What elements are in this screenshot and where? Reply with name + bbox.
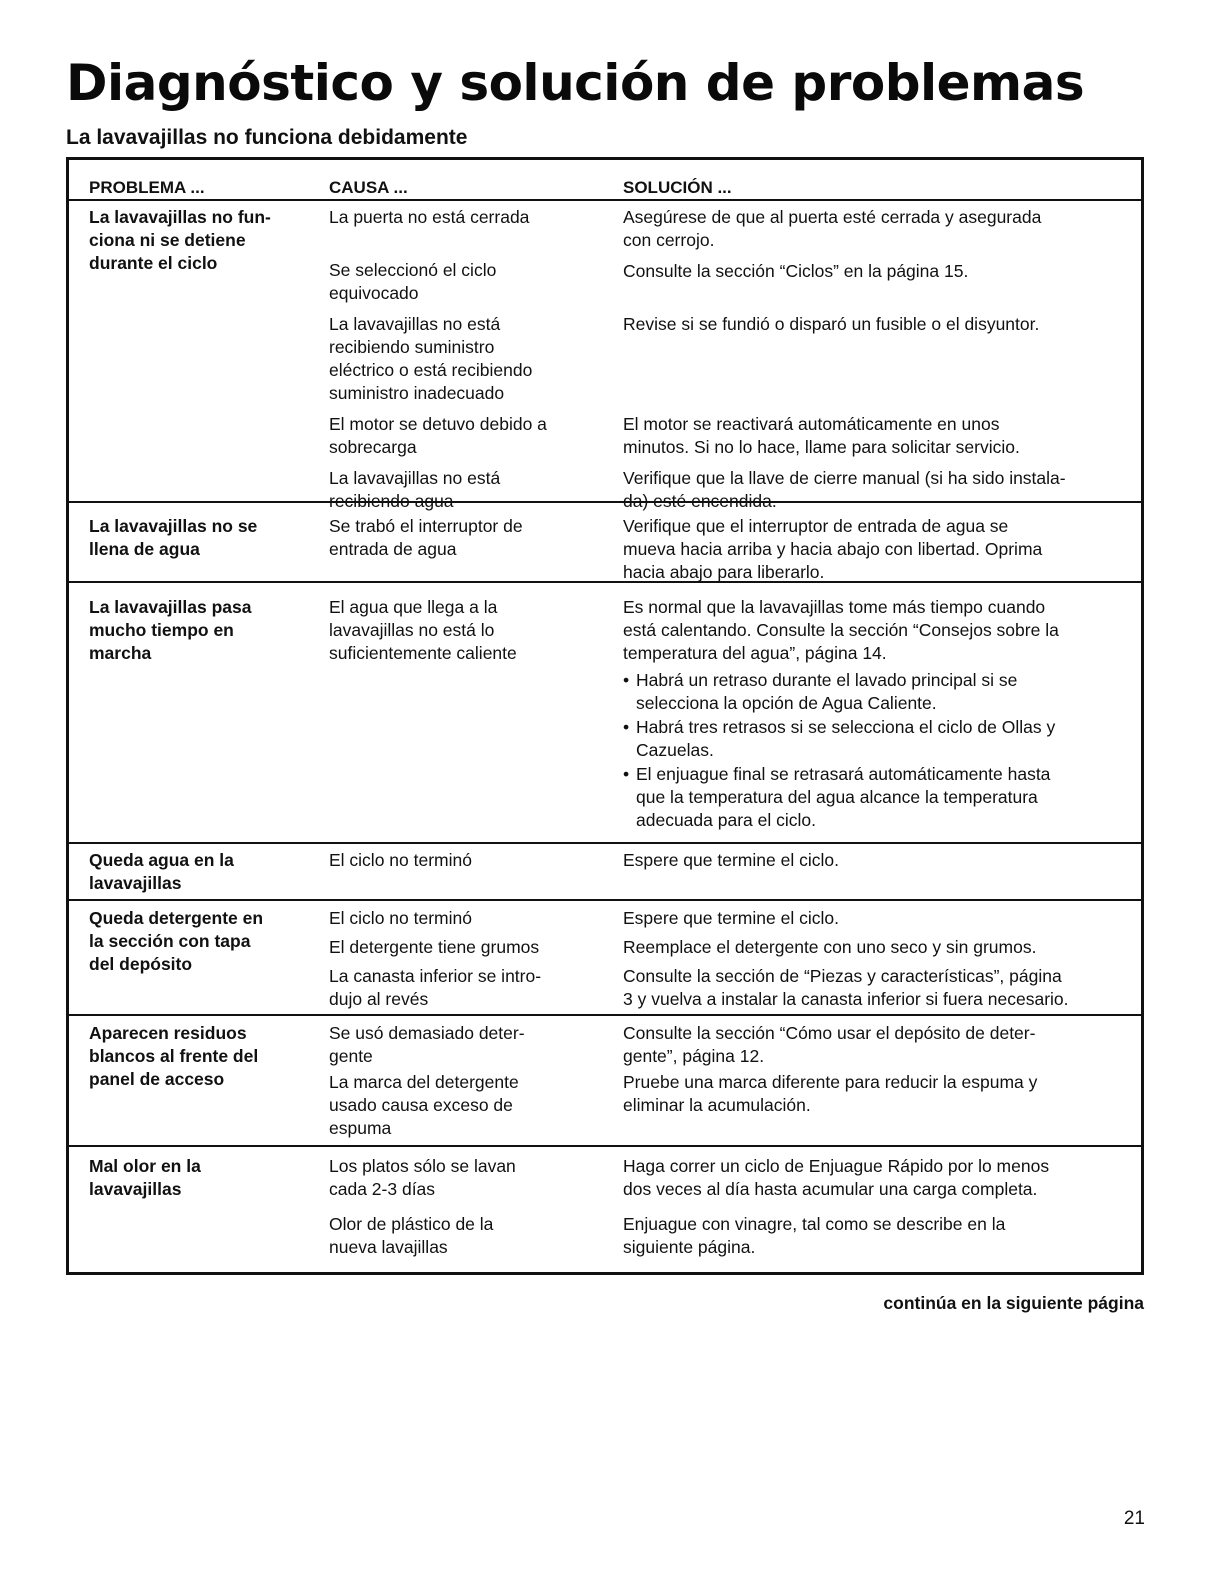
cause-line: cada 2-3 días xyxy=(329,1179,436,1199)
table-row xyxy=(69,901,1141,1016)
solution-line: Enjuague con vinagre, tal como se describe en la xyxy=(623,1214,1006,1234)
solution-cell xyxy=(623,1155,1143,1259)
solution-line: Verifique que la llave de cierre manual (si ha sido instala- xyxy=(623,468,1066,488)
cause-line: El motor se detuvo debido a xyxy=(329,414,547,434)
problem-line: La lavavajillas no fun- xyxy=(89,207,271,227)
table-row xyxy=(69,583,1141,844)
table-header-row xyxy=(69,160,1141,201)
solution-line: siguiente página. xyxy=(623,1237,756,1257)
section-subtitle: La lavavajillas no funciona debidamente xyxy=(66,126,468,149)
cause-cell xyxy=(329,1155,604,1259)
bullet-line: Cazuelas. xyxy=(636,740,714,760)
cause-line: Se trabó el interruptor de xyxy=(329,516,523,536)
cause-line: El ciclo no terminó xyxy=(329,908,472,928)
cause-line: usado causa exceso de xyxy=(329,1095,513,1115)
cause-line: recibiendo agua xyxy=(329,491,454,511)
problem-line: mucho tiempo en xyxy=(89,620,234,640)
solution-entry xyxy=(623,206,1143,252)
solution-line: temperatura del agua”, página 14. xyxy=(623,643,887,663)
bullet-line: adecuada para el ciclo. xyxy=(636,810,816,830)
cause-line: La puerta no está cerrada xyxy=(329,207,530,227)
solution-entry xyxy=(623,1213,1143,1259)
solution-cell xyxy=(623,1022,1143,1117)
cause-line: gente xyxy=(329,1046,373,1066)
problem-cell xyxy=(89,1155,314,1201)
solution-entry xyxy=(623,1155,1143,1201)
solution-entry xyxy=(623,313,1143,336)
table-row xyxy=(69,1147,1141,1272)
solution-line: Espere que termine el ciclo. xyxy=(623,850,839,870)
solution-line: 3 y vuelva a instalar la canasta inferior si fuera necesario. xyxy=(623,989,1069,1009)
cause-line: nueva lavajillas xyxy=(329,1237,448,1257)
problem-cell xyxy=(89,515,314,561)
bullet-item xyxy=(623,669,1143,715)
problem-cell xyxy=(89,596,314,665)
bullet-icon: • xyxy=(623,717,630,737)
solution-line: mueva hacia arriba y hacia abajo con libertad. Oprima xyxy=(623,539,1043,559)
cause-line: El ciclo no terminó xyxy=(329,850,472,870)
solution-entry xyxy=(623,413,1143,459)
cause-line: Se seleccionó el ciclo xyxy=(329,260,497,280)
solution-line: da) esté encendida. xyxy=(623,491,777,511)
bullet-item xyxy=(623,763,1143,832)
troubleshooting-table xyxy=(66,157,1144,1275)
cause-line: dujo al revés xyxy=(329,989,429,1009)
cause-line: La lavavajillas no está xyxy=(329,468,501,488)
solution-line: minutos. Si no lo hace, llame para solicitar servicio. xyxy=(623,437,1020,457)
solution-line: con cerrojo. xyxy=(623,230,715,250)
cause-line: La lavavajillas no está xyxy=(329,314,501,334)
cause-line: eléctrico o está recibiendo xyxy=(329,360,533,380)
solution-line: Verifique que el interruptor de entrada de agua se xyxy=(623,516,1009,536)
solution-line: Consulte la sección “Cómo usar el depósito de deter- xyxy=(623,1023,1036,1043)
bullet-line: selecciona la opción de Agua Caliente. xyxy=(636,693,937,713)
bullet-icon: • xyxy=(623,670,630,690)
problem-line: La lavavajillas pasa xyxy=(89,597,252,617)
problem-line: blancos al frente del xyxy=(89,1046,259,1066)
cause-line: El detergente tiene grumos xyxy=(329,937,540,957)
cause-entry xyxy=(329,1213,604,1259)
problem-line: marcha xyxy=(89,643,152,663)
page-title: Diagnóstico y solución de problemas xyxy=(66,54,1085,112)
solution-cell xyxy=(623,849,1143,872)
problem-line: Queda agua en la xyxy=(89,850,234,870)
cause-entry xyxy=(329,413,604,459)
solution-line: Pruebe una marca diferente para reducir la espuma y xyxy=(623,1072,1038,1092)
table-row xyxy=(69,844,1141,901)
problem-line: durante el ciclo xyxy=(89,253,218,273)
solution-entry xyxy=(623,1071,1143,1117)
cause-entry xyxy=(329,936,604,959)
solution-entry xyxy=(623,1022,1143,1068)
table-row xyxy=(69,1016,1141,1147)
cause-line: suministro inadecuado xyxy=(329,383,505,403)
header-problem: PROBLEMA ... xyxy=(89,178,205,197)
problem-cell xyxy=(89,1022,314,1091)
solution-line: Espere que termine el ciclo. xyxy=(623,908,839,928)
solution-cell xyxy=(623,515,1143,584)
cause-line: Olor de plástico de la xyxy=(329,1214,494,1234)
cause-line: entrada de agua xyxy=(329,539,457,559)
problem-cell xyxy=(89,907,314,976)
cause-entry xyxy=(329,907,604,930)
cause-cell xyxy=(329,596,604,665)
cause-cell xyxy=(329,1022,604,1140)
header-cause: CAUSA ... xyxy=(329,178,408,197)
cause-line: equivocado xyxy=(329,283,419,303)
solution-entry xyxy=(623,260,1143,283)
table-row xyxy=(69,201,1141,511)
problem-line: Aparecen residuos xyxy=(89,1023,247,1043)
cause-entry xyxy=(329,259,604,305)
cause-entry xyxy=(329,1071,604,1140)
cause-line: La marca del detergente xyxy=(329,1072,519,1092)
solution-cell xyxy=(623,596,1143,833)
cause-entry xyxy=(329,1155,604,1201)
problem-cell xyxy=(89,849,314,895)
solution-line: está calentando. Consulte la sección “Consejos sobre la xyxy=(623,620,1059,640)
table-row xyxy=(69,503,1141,583)
problem-line: llena de agua xyxy=(89,539,200,559)
cause-entry xyxy=(329,206,604,229)
cause-line: Los platos sólo se lavan xyxy=(329,1156,516,1176)
cause-line: El agua que llega a la xyxy=(329,597,498,617)
cause-cell xyxy=(329,515,604,561)
cause-cell xyxy=(329,206,604,521)
problem-line: Queda detergente en xyxy=(89,908,264,928)
bullet-item xyxy=(623,716,1143,762)
continued-note: continúa en la siguiente página xyxy=(883,1293,1144,1313)
bullet-icon: • xyxy=(623,764,630,784)
solution-line: Haga correr un ciclo de Enjuague Rápido por lo menos xyxy=(623,1156,1050,1176)
solution-line: Es normal que la lavavajillas tome más tiempo cuando xyxy=(623,597,1046,617)
solution-line: dos veces al día hasta acumular una carga completa. xyxy=(623,1179,1038,1199)
cause-entry xyxy=(329,313,604,405)
problem-line: La lavavajillas no se xyxy=(89,516,258,536)
solution-entry xyxy=(623,596,1143,665)
problem-cell xyxy=(89,206,314,275)
solution-line: Reemplace el detergente con uno seco y sin grumos. xyxy=(623,937,1037,957)
solution-line: Revise si se fundió o disparó un fusible o el disyuntor. xyxy=(623,314,1040,334)
problem-line: Mal olor en la xyxy=(89,1156,201,1176)
solution-line: El motor se reactivará automáticamente en unos xyxy=(623,414,1000,434)
problem-line: la sección con tapa xyxy=(89,931,251,951)
bullet-line: El enjuague final se retrasará automáticamente hasta xyxy=(636,764,1051,784)
bullet-line: Habrá tres retrasos si se selecciona el ciclo de Ollas y xyxy=(636,717,1056,737)
solution-line: hacia abajo para liberarlo. xyxy=(623,562,825,582)
solution-line: gente”, página 12. xyxy=(623,1046,765,1066)
solution-cell xyxy=(623,206,1143,521)
solution-cell xyxy=(623,907,1143,1011)
cause-line: Se usó demasiado deter- xyxy=(329,1023,525,1043)
solution-line: Asegúrese de que al puerta esté cerrada y asegurada xyxy=(623,207,1042,227)
solution-line: Consulte la sección de “Piezas y características”, página xyxy=(623,966,1062,986)
solution-line: eliminar la acumulación. xyxy=(623,1095,811,1115)
problem-line: lavavajillas xyxy=(89,1179,182,1199)
cause-cell xyxy=(329,849,604,872)
cause-line: recibiendo suministro xyxy=(329,337,495,357)
solution-entry xyxy=(623,936,1143,959)
page-number: 21 xyxy=(1123,1508,1145,1529)
problem-line: panel de acceso xyxy=(89,1069,225,1089)
cause-line: sobrecarga xyxy=(329,437,417,457)
cause-cell xyxy=(329,907,604,1011)
problem-line: lavavajillas xyxy=(89,873,182,893)
solution-entry xyxy=(623,965,1143,1011)
cause-line: espuma xyxy=(329,1118,392,1138)
problem-line: del depósito xyxy=(89,954,193,974)
solution-entry xyxy=(623,907,1143,930)
header-solution: SOLUCIÓN ... xyxy=(623,178,732,197)
cause-entry xyxy=(329,965,604,1011)
cause-line: suficientemente caliente xyxy=(329,643,517,663)
cause-line: La canasta inferior se intro- xyxy=(329,966,542,986)
solution-line: Consulte la sección “Ciclos” en la página 15. xyxy=(623,261,969,281)
problem-line: ciona ni se detiene xyxy=(89,230,246,250)
bullet-line: que la temperatura del agua alcance la temperatura xyxy=(636,787,1038,807)
bullet-line: Habrá un retraso durante el lavado principal si se xyxy=(636,670,1018,690)
cause-line: lavavajillas no está lo xyxy=(329,620,495,640)
cause-entry xyxy=(329,1022,604,1068)
